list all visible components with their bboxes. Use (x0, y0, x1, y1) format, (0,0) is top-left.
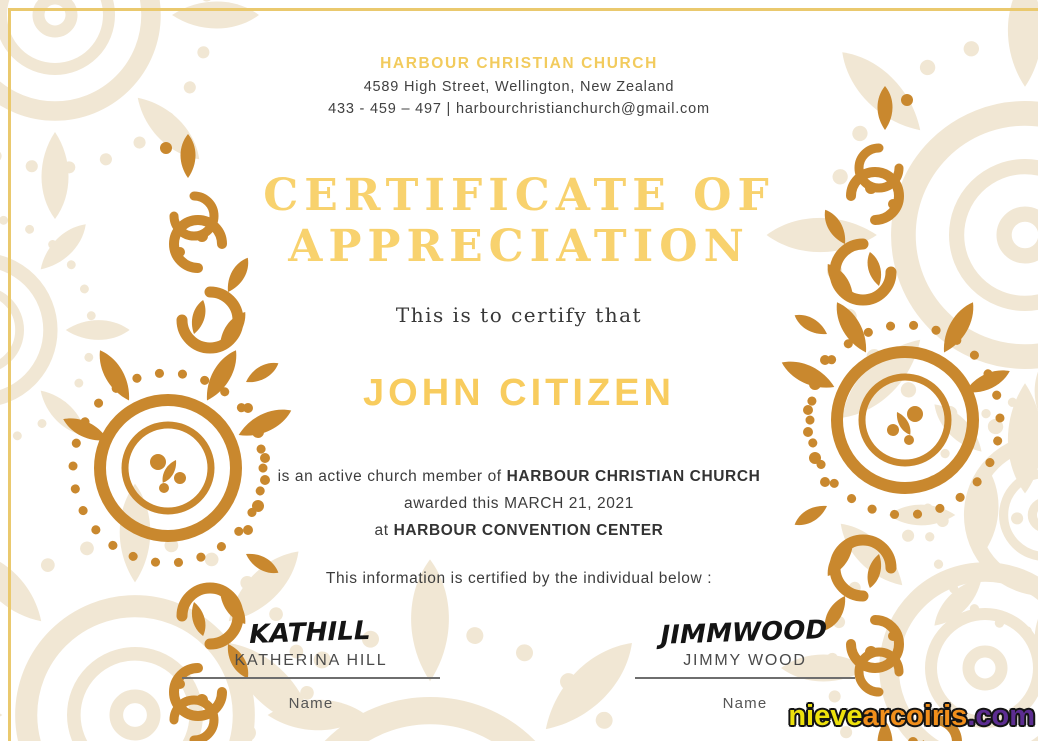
body-line2-prefix: awarded this (404, 495, 500, 512)
body-line3-prefix: at (374, 522, 389, 539)
certificate-body (0, 463, 1038, 544)
certificate-title-line2: APPRECIATION (288, 221, 750, 272)
body-line-date (0, 490, 1038, 517)
certificate-header (0, 55, 1038, 117)
watermark (788, 700, 1035, 733)
signatory-name-left: KATHERINA HILL (182, 652, 440, 679)
recipient-name: JOHN CITIZEN (363, 372, 675, 414)
certificate-title-line1: CERTIFICATE OF (263, 170, 775, 221)
name-label-left: Name (288, 695, 334, 712)
signatory-name-right: JIMMY WOOD (635, 652, 855, 679)
certified-by-text: This information is certified by the individual below : (325, 570, 713, 587)
watermark-part3: .com (967, 700, 1035, 732)
body-line3-venue: HARBOUR CONVENTION CENTER (393, 522, 664, 539)
church-name: HARBOUR CHRISTIAN CHURCH (380, 55, 658, 72)
signature-block-right (635, 602, 855, 712)
certify-text: This is to certify that (395, 303, 643, 327)
name-label-right: Name (722, 695, 768, 712)
body-line2-date: MARCH 21, 2021 (504, 495, 634, 512)
body-line-venue (0, 517, 1038, 544)
body-line-membership (0, 463, 1038, 490)
body-line1-church: HARBOUR CHRISTIAN CHURCH (506, 468, 761, 485)
watermark-part1: nieve (788, 700, 863, 732)
church-contact: 433 - 459 – 497 | harbourchristianchurch@gmail.com (328, 101, 710, 117)
signature-scrawl-right: JIMMWOOD (657, 615, 830, 651)
watermark-part2: arcoiris (862, 700, 968, 732)
body-line1-prefix: is an active church member of (277, 468, 502, 485)
church-address: 4589 High Street, Wellington, New Zealand (363, 79, 675, 95)
signature-scrawl-left: KATHILL (246, 615, 373, 651)
signature-block-left (182, 602, 440, 712)
certificate-title (0, 170, 1038, 272)
